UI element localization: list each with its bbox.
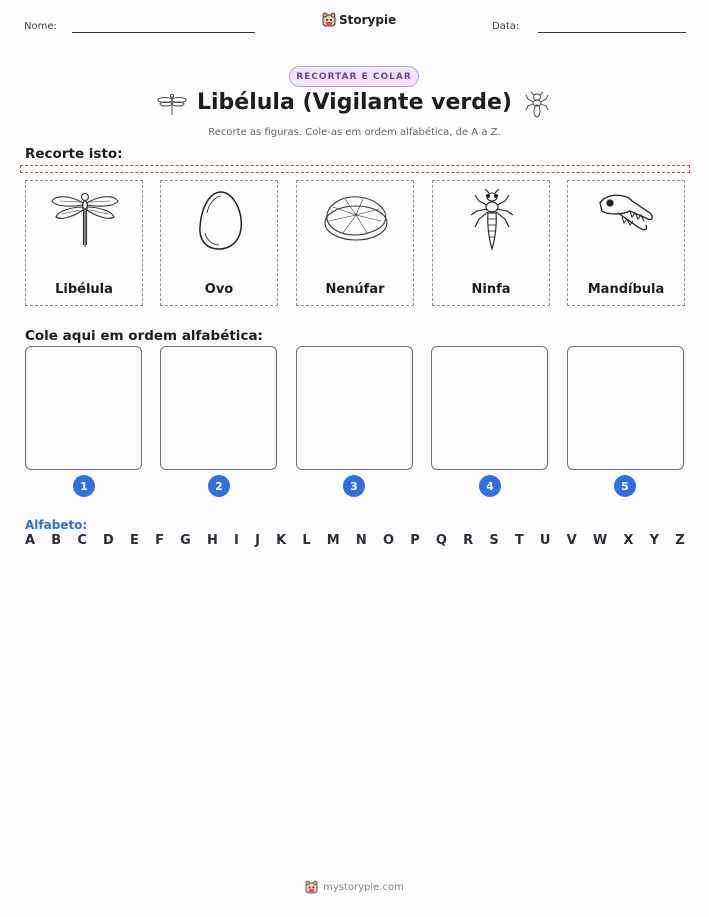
alphabet-letter: B xyxy=(51,533,62,548)
storypie-mascot-icon xyxy=(322,12,336,27)
alphabet-letter: O xyxy=(382,533,395,548)
cut-card-mandible[interactable] xyxy=(567,180,685,306)
date-line[interactable] xyxy=(538,32,686,33)
alphabet-letter: R xyxy=(463,533,474,548)
name-line[interactable] xyxy=(72,32,255,33)
alphabet-letter: N xyxy=(355,533,367,548)
brand-logo xyxy=(322,12,396,27)
brand-name: Storypie xyxy=(339,12,397,27)
alphabet-letter: J xyxy=(255,533,260,548)
cut-heading: Recorte isto: xyxy=(25,146,123,162)
alphabet-row xyxy=(25,533,685,548)
card-label: Ninfa xyxy=(471,282,511,297)
alphabet-letter: M xyxy=(326,533,340,548)
alphabet-letter: X xyxy=(623,533,634,548)
storypie-mascot-icon xyxy=(305,880,318,894)
alphabet-letter: W xyxy=(592,533,608,548)
number-badge-4: 4 xyxy=(479,475,501,497)
number-badge-5: 5 xyxy=(614,475,636,497)
alphabet-letter: D xyxy=(103,533,114,548)
cut-line[interactable] xyxy=(20,165,690,173)
activity-badge: RECORTAR E COLAR xyxy=(289,66,419,87)
alphabet-letter: F xyxy=(155,533,164,548)
page-title: Libélula (Vigilante verde) xyxy=(197,90,512,115)
alphabet-letter: Q xyxy=(435,533,447,548)
alphabet-letter: C xyxy=(77,533,87,548)
card-label: Libélula xyxy=(55,282,113,297)
paste-box-4[interactable] xyxy=(431,346,548,470)
number-badge-3: 3 xyxy=(343,475,365,497)
number-badge-1: 1 xyxy=(73,475,95,497)
alphabet-letter: P xyxy=(410,533,420,548)
dragonfly-icon xyxy=(50,189,120,251)
alphabet-letter: Z xyxy=(675,533,685,548)
name-label: Nome: xyxy=(24,21,57,32)
cut-card-egg[interactable] xyxy=(160,180,278,306)
alphabet-letter: I xyxy=(234,533,239,548)
card-label: Ovo xyxy=(204,282,234,297)
paste-box-3[interactable] xyxy=(296,346,413,470)
number-badge-2: 2 xyxy=(208,475,230,497)
alphabet-letter: H xyxy=(206,533,218,548)
egg-icon xyxy=(185,189,255,251)
paste-box-2[interactable] xyxy=(160,346,277,470)
alphabet-letter: K xyxy=(276,533,287,548)
cut-card-dragonfly[interactable] xyxy=(25,180,143,306)
lily-pad-icon xyxy=(321,189,391,251)
alphabet-letter: V xyxy=(566,533,577,548)
alphabet-letter: Y xyxy=(649,533,660,548)
paste-box-5[interactable] xyxy=(567,346,684,470)
mandible-icon xyxy=(592,189,662,251)
nymph-title-icon xyxy=(525,91,549,119)
cut-card-nymph[interactable] xyxy=(432,180,550,306)
card-label: Mandíbula xyxy=(587,282,665,297)
instructions: Recorte as figuras. Cole-as em ordem alfabética, de A a Z. xyxy=(208,127,501,138)
alphabet-letter: U xyxy=(539,533,551,548)
cut-card-lily-pad[interactable] xyxy=(296,180,414,306)
alphabet-letter: G xyxy=(180,533,191,548)
footer xyxy=(0,880,709,894)
paste-heading: Cole aqui em ordem alfabética: xyxy=(25,328,263,344)
paste-box-1[interactable] xyxy=(25,346,142,470)
alphabet-letter: A xyxy=(25,533,36,548)
alphabet-letter: T xyxy=(514,533,524,548)
nymph-icon xyxy=(457,189,527,251)
date-label: Data: xyxy=(492,21,520,32)
card-label: Nenúfar xyxy=(325,282,385,297)
alphabet-letter: S xyxy=(489,533,499,548)
footer-url[interactable]: mystorypie.com xyxy=(323,881,404,893)
alphabet-letter: L xyxy=(302,533,311,548)
alphabet-heading: Alfabeto: xyxy=(25,518,88,532)
alphabet-letter: E xyxy=(130,533,139,548)
